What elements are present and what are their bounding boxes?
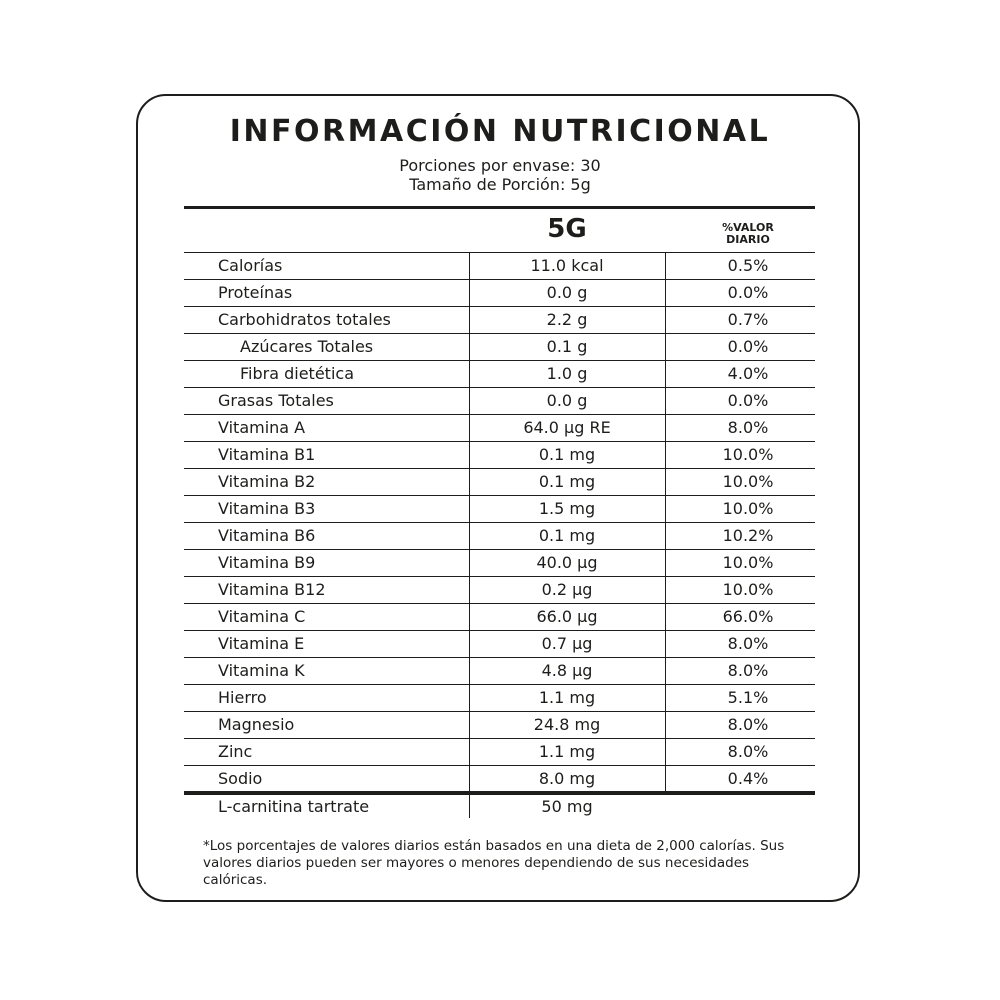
- nutrient-name: Carbohidratos totales: [218, 310, 391, 329]
- table-row: [184, 630, 815, 657]
- nutrient-name: Vitamina E: [218, 634, 305, 653]
- table-row: [184, 387, 815, 414]
- nutrient-daily-value: 10.0%: [722, 553, 774, 572]
- serving-size: Tamaño de Porción: 5g: [409, 175, 591, 194]
- nutrient-daily-value: 4.0%: [727, 364, 769, 383]
- table-row: [184, 468, 815, 495]
- nutrient-amount: 0.1 mg: [538, 445, 596, 464]
- nutrient-name: Azúcares Totales: [240, 337, 374, 356]
- nutrient-name: Proteínas: [218, 283, 293, 302]
- nutrient-name: Vitamina B12: [218, 580, 326, 599]
- nutrient-name: Vitamina B2: [218, 472, 316, 491]
- nutrient-name: Vitamina B6: [218, 526, 316, 545]
- nutrient-daily-value: 8.0%: [727, 742, 769, 761]
- table-row: [184, 495, 815, 522]
- extra-ingredient-name: L-carnitina tartrate: [218, 797, 370, 816]
- nutrient-amount: 0.0 g: [546, 391, 588, 410]
- table-row: [184, 738, 815, 765]
- nutrient-daily-value: 5.1%: [727, 688, 769, 707]
- nutrient-daily-value: 0.0%: [727, 337, 769, 356]
- column-divider-daily-value: [665, 252, 666, 791]
- label-title: INFORMACIÓN NUTRICIONAL: [229, 114, 771, 149]
- nutrient-amount: 0.1 mg: [538, 472, 596, 491]
- table-row: [184, 711, 815, 738]
- table-row: [184, 576, 815, 603]
- nutrient-name: Hierro: [218, 688, 267, 707]
- nutrient-name: Vitamina B1: [218, 445, 316, 464]
- servings-per-container: Porciones por envase: 30: [399, 156, 601, 175]
- nutrient-daily-value: 10.0%: [722, 580, 774, 599]
- nutrient-daily-value: 8.0%: [727, 634, 769, 653]
- nutrient-amount: 40.0 µg: [536, 553, 598, 572]
- table-row: [184, 306, 815, 333]
- nutrient-name: Vitamina B9: [218, 553, 316, 572]
- table-row: [184, 765, 815, 792]
- nutrient-daily-value: 0.5%: [727, 256, 769, 275]
- nutrient-amount: 11.0 kcal: [530, 256, 604, 275]
- extra-ingredient-amount: 50 mg: [541, 797, 593, 816]
- table-row: [184, 252, 815, 279]
- daily-value-header-line2: DIARIO: [726, 233, 770, 246]
- nutrient-daily-value: 8.0%: [727, 715, 769, 734]
- nutrient-name: Fibra dietética: [240, 364, 354, 383]
- table-row: [184, 333, 815, 360]
- nutrient-daily-value: 10.2%: [722, 526, 774, 545]
- footnote: *Los porcentajes de valores diarios están basados en una dieta de 2,000 calorías. Sus valores diarios pueden ser mayores o menores dependiendo de sus necesidades calóricas.: [203, 838, 785, 888]
- table-row: [184, 522, 815, 549]
- top-thick-rule: [184, 206, 815, 209]
- nutrient-amount: 0.2 µg: [541, 580, 593, 599]
- nutrient-amount: 1.5 mg: [538, 499, 596, 518]
- nutrient-name: Vitamina C: [218, 607, 306, 626]
- nutrient-amount: 4.8 µg: [541, 661, 593, 680]
- nutrient-name: Zinc: [218, 742, 253, 761]
- nutrient-daily-value: 8.0%: [727, 661, 769, 680]
- column-divider-amount: [469, 252, 470, 792]
- table-row: [184, 360, 815, 387]
- nutrient-daily-value: 0.4%: [727, 769, 769, 788]
- nutrient-name: Magnesio: [218, 715, 295, 734]
- nutrient-amount: 24.8 mg: [533, 715, 601, 734]
- nutrient-amount: 0.1 mg: [538, 526, 596, 545]
- amount-column-header: 5G: [547, 214, 587, 244]
- nutrient-name: Sodio: [218, 769, 263, 788]
- nutrient-amount: 1.1 mg: [538, 688, 596, 707]
- nutrient-name: Vitamina A: [218, 418, 306, 437]
- extra-ingredient-row: [184, 794, 815, 819]
- nutrient-daily-value: 0.0%: [727, 391, 769, 410]
- nutrient-table: [184, 252, 815, 792]
- daily-value-column-header: [688, 222, 808, 246]
- table-row: [184, 549, 815, 576]
- table-row: [184, 657, 815, 684]
- nutrient-amount: 0.7 µg: [541, 634, 593, 653]
- nutrient-name: Grasas Totales: [218, 391, 334, 410]
- nutrient-amount: 0.1 g: [546, 337, 588, 356]
- nutrient-name: Vitamina B3: [218, 499, 316, 518]
- nutrient-name: Calorías: [218, 256, 283, 275]
- nutrient-daily-value: 10.0%: [722, 472, 774, 491]
- nutrient-amount: 0.0 g: [546, 283, 588, 302]
- nutrient-amount: 64.0 µg RE: [523, 418, 611, 437]
- nutrient-name: Vitamina K: [218, 661, 305, 680]
- nutrient-daily-value: 10.0%: [722, 445, 774, 464]
- table-row: [184, 414, 815, 441]
- extra-row-divider: [469, 792, 470, 818]
- nutrient-amount: 1.0 g: [546, 364, 588, 383]
- table-row: [184, 441, 815, 468]
- nutrient-daily-value: 0.7%: [727, 310, 769, 329]
- daily-value-header-line1: %VALOR: [722, 221, 774, 234]
- nutrient-amount: 66.0 µg: [536, 607, 598, 626]
- nutrient-daily-value: 0.0%: [727, 283, 769, 302]
- table-row: [184, 279, 815, 306]
- nutrient-daily-value: 8.0%: [727, 418, 769, 437]
- table-row: [184, 684, 815, 711]
- nutrient-daily-value: 10.0%: [722, 499, 774, 518]
- nutrient-amount: 1.1 mg: [538, 742, 596, 761]
- table-row: [184, 603, 815, 630]
- nutrient-amount: 8.0 mg: [538, 769, 596, 788]
- nutrient-amount: 2.2 g: [546, 310, 588, 329]
- nutrient-daily-value: 66.0%: [722, 607, 774, 626]
